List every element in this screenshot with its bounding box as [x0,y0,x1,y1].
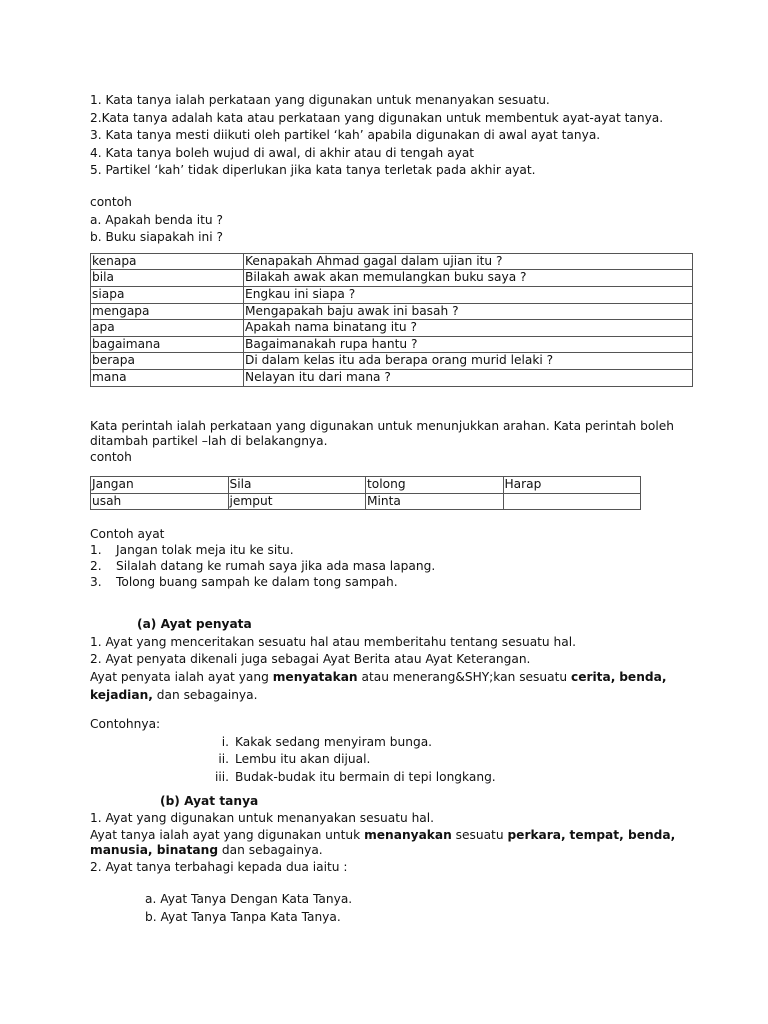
section-heading: (a) Ayat penyata [137,617,252,632]
tanya-definition [90,828,690,859]
table-cell: berapa [91,353,244,370]
table-row [91,286,693,303]
list-item [90,558,700,574]
definition-bold: perkara, [507,827,566,842]
rule-2: 2.Kata tanya adalah kata atau perkataan yang digunakan untuk membentuk ayat-ayat tanya. [90,110,664,125]
definition-text: sesuatu [451,827,508,842]
rule-3: 3. Kata tanya mesti diikuti oleh partikel ‘kah’ apabila digunakan di awal ayat tanya. [90,128,601,143]
table-row [91,477,641,494]
table-cell: Harap [503,477,641,494]
table-row [91,253,693,270]
penyata-line-1: 1. Ayat yang menceritakan sesuatu hal atau memberitahu tentang sesuatu hal. [90,634,576,649]
table-cell: Di dalam kelas itu ada berapa orang murid lelaki ? [244,353,693,370]
list-number: ii. [218,752,229,767]
table-cell: bagaimana [91,336,244,353]
table-cell: siapa [91,286,244,303]
table-cell: jemput [228,493,366,510]
kata-tanya-table [90,253,693,387]
table-cell: Kenapakah Ahmad gagal dalam ujian itu ? [244,253,693,270]
penyata-line-2: 2. Ayat penyata dikenali juga sebagai Ayat Berita atau Ayat Keterangan. [90,652,531,667]
list-item [192,769,700,787]
table-cell: mana [91,369,244,386]
table-cell: Nelayan itu dari mana ? [244,369,693,386]
list-number: 2. [90,559,102,574]
definition-bold: tempat, benda, manusia, binatang [90,827,676,858]
rule-5: 5. Partikel ‘kah’ tidak diperlukan jika kata tanya terletak pada akhir ayat. [90,163,536,178]
table-cell: bila [91,270,244,287]
penyata-definition [90,669,690,704]
section-ayat-tanya [90,793,700,927]
list-item [192,751,700,769]
penyata-examples [90,734,700,787]
list-number: 3. [90,575,102,590]
definition-text: Ayat penyata ialah ayat yang [90,669,273,684]
table-cell: Sila [228,477,366,494]
intro-rules [90,92,700,180]
section-ayat-penyata [90,616,700,786]
perintah-contoh-label: contoh [90,449,132,464]
list-number: i. [221,734,229,749]
table-cell: Bilakah awak akan memulangkan buku saya ? [244,270,693,287]
contoh-ayat-list [90,542,700,590]
list-text: Budak-budak itu bermain di tepi longkang. [235,769,496,784]
table-cell: Engkau ini siapa ? [244,286,693,303]
tanya-type-b: b. Ayat Tanya Tanpa Kata Tanya. [145,909,341,924]
table-row [91,303,693,320]
table-row [91,270,693,287]
contoh-example-b: b. Buku siapakah ini ? [90,230,224,245]
table-cell [503,493,641,510]
tanya-type-a: a. Ayat Tanya Dengan Kata Tanya. [145,892,353,907]
table-cell: Apakah nama binatang itu ? [244,320,693,337]
list-text: Silalah datang ke rumah saya jika ada masa lapang. [116,559,436,574]
definition-bold: cerita, [570,669,616,684]
definition-text: dan sebagainya. [152,687,258,702]
table-cell: Bagaimanakah rupa hantu ? [244,336,693,353]
table-row [91,369,693,386]
kata-perintah-table [90,476,641,510]
list-item [90,542,700,558]
table-cell: kenapa [91,253,244,270]
table-cell: apa [91,320,244,337]
definition-text: dan sebagainya. [218,843,323,858]
definition-text: atau menerang&SHY;kan sesuatu [357,669,571,684]
table-cell: usah [91,493,229,510]
table-row [91,493,641,510]
rule-1: 1. Kata tanya ialah perkataan yang digunakan untuk menanyakan sesuatu. [90,93,550,107]
list-item [192,734,700,752]
list-text: Lembu itu akan dijual. [235,752,371,767]
section-heading: (b) Ayat tanya [160,793,259,808]
table-row [91,336,693,353]
table-row [91,353,693,370]
contoh-ayat-label: Contoh ayat [90,527,165,542]
definition-bold: menyatakan [272,669,358,684]
table-cell: mengapa [91,303,244,320]
list-text: Tolong buang sampah ke dalam tong sampah. [116,575,398,590]
document-page [90,92,700,927]
definition-text: Ayat tanya ialah ayat yang digunakan untuk [90,827,365,842]
kata-perintah-paragraph: Kata perintah ialah perkataan yang digunakan untuk menunjukkan arahan. Kata perintah boleh ditambah partikel –lah di belakangnya. [90,418,674,448]
definition-bold: benda, kejadian, [90,669,667,702]
list-text: Kakak sedang menyiram bunga. [235,734,433,749]
contohnya-label: Contohnya: [90,717,161,732]
table-cell: Jangan [91,477,229,494]
contoh-label: contoh [90,194,132,209]
list-text: Jangan tolak meja itu ke situ. [116,543,294,558]
table-cell: tolong [366,477,503,494]
list-number: iii. [214,769,229,784]
list-number: 1. [90,543,102,558]
rule-4: 4. Kata tanya boleh wujud di awal, di akhir atau di tengah ayat [90,145,475,160]
list-item [90,574,700,590]
tanya-line-1: 1. Ayat yang digunakan untuk menanyakan sesuatu hal. [90,811,435,826]
tanya-line-2: 2. Ayat tanya terbahagi kepada dua iaitu : [90,859,348,874]
table-cell: Minta [366,493,503,510]
contoh-example-a: a. Apakah benda itu ? [90,212,223,227]
table-row [91,320,693,337]
table-cell: Mengapakah baju awak ini basah ? [244,303,693,320]
definition-bold: menanyakan [364,827,452,842]
